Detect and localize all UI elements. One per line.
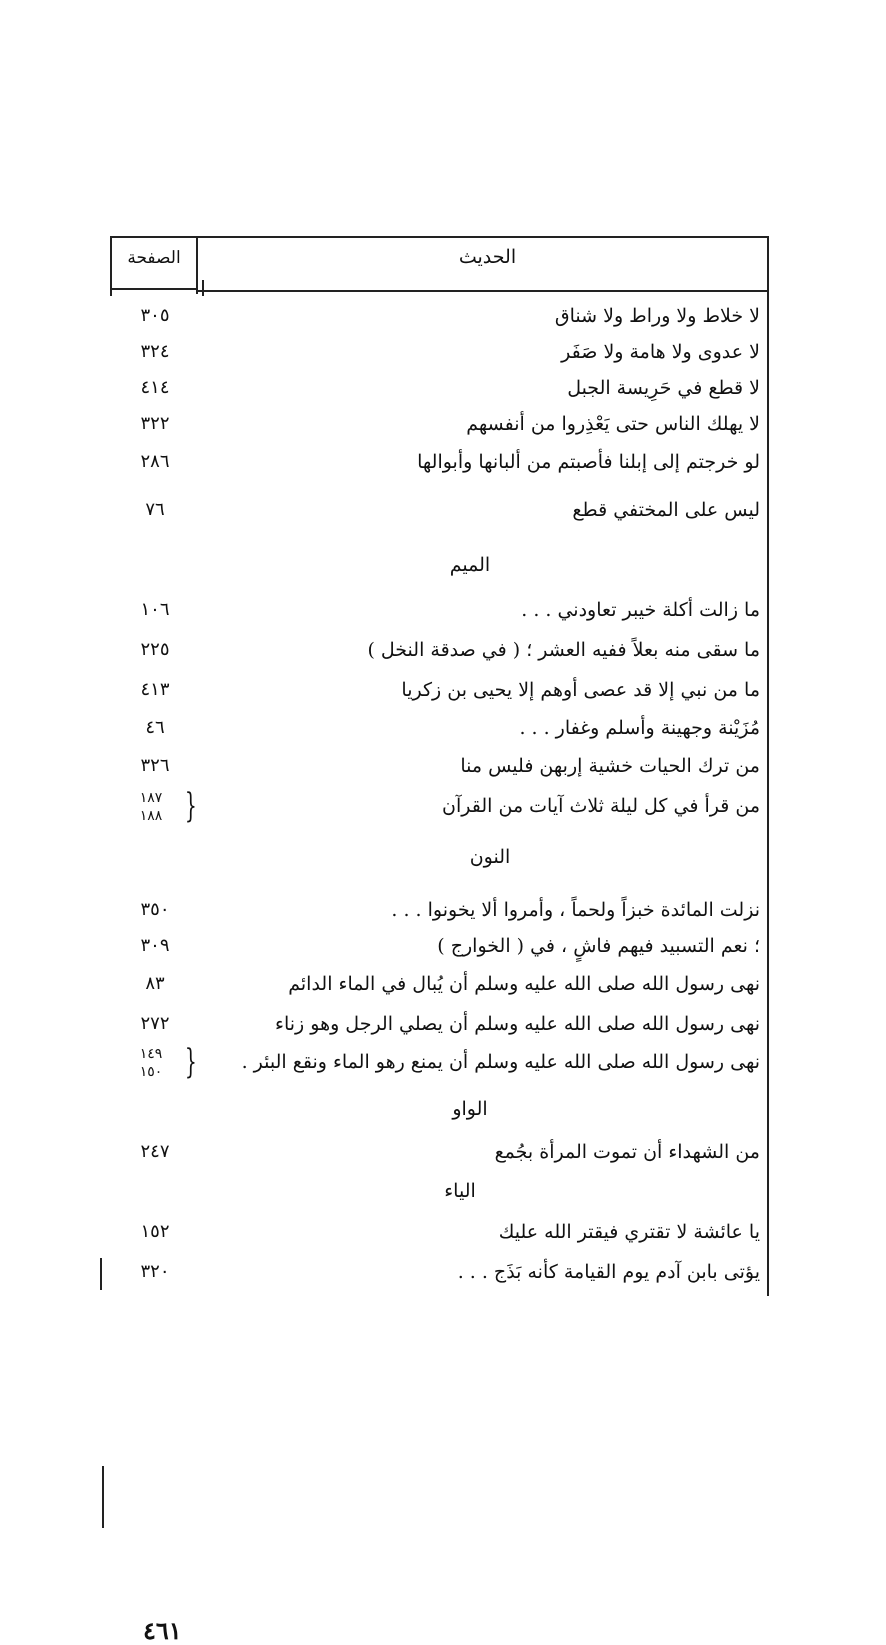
- page-number: ٤٦١: [143, 1616, 182, 1645]
- column-header-page: الصفحة: [127, 248, 181, 268]
- hadith-text: من الشهداء أن تموت المرأة بجُمع: [494, 1141, 760, 1163]
- hadith-text: نهى رسول الله صلى الله عليه وسلم أن يُبال في الماء الدائم: [288, 973, 760, 995]
- table-row: [110, 788, 770, 832]
- table-row: [110, 1006, 770, 1042]
- table-row: [110, 672, 770, 708]
- page-ref: ٣٢٠: [140, 1261, 170, 1282]
- index-table: [110, 236, 770, 1296]
- table-row: [110, 370, 770, 406]
- table-row: [110, 334, 770, 370]
- column-divider-2: [202, 280, 204, 296]
- page-ref: ١٤٩: [139, 1046, 163, 1062]
- hadith-text: لا قطع في حَرِيسة الجبل: [567, 377, 760, 399]
- page-ref: ٣٠٩: [140, 935, 170, 956]
- page-ref-2: ١٨٨: [139, 808, 163, 824]
- hadith-text: لا خلاط ولا وراط ولا شناق: [554, 305, 760, 327]
- section-heading-ya: الياء: [444, 1180, 476, 1202]
- page-ref: ٣٢٦: [140, 755, 170, 776]
- table-top-rule: [110, 236, 769, 238]
- table-row: [110, 1254, 770, 1290]
- section-heading-meem: الميم: [449, 554, 491, 576]
- hadith-text: نزلت المائدة خبزاً ولحماً ، وأمروا ألا يخونوا . . .: [391, 899, 760, 921]
- page-ref: ٣٢٢: [140, 413, 170, 434]
- hadith-text: لا عدوى ولا هامة ولا صَفَر: [561, 341, 760, 363]
- page-ref: ٤٦: [145, 717, 165, 738]
- hadith-text: ما زالت أكلة خيبر تعاودني . . .: [521, 599, 760, 621]
- brace-icon: }: [184, 786, 197, 826]
- table-row: [110, 444, 770, 480]
- table-row: [110, 632, 770, 668]
- header-rule: [198, 290, 769, 292]
- brace-icon: }: [184, 1042, 197, 1082]
- page-ref: ٣٥٠: [140, 899, 170, 920]
- hadith-text: يؤتى بابن آدم يوم القيامة كأنه بَذَج . . .: [457, 1261, 760, 1283]
- table-row: [110, 748, 770, 784]
- header-rule-page: [110, 288, 198, 290]
- hadith-text: ؛ نعم التسبيد فيهم فاشٍ ، في ( الخوارج ): [437, 935, 760, 957]
- table-row: [110, 492, 770, 528]
- page-ref-2: ١٥٠: [139, 1064, 163, 1080]
- hadith-text: لا يهلك الناس حتى يَعْذِروا من أنفسهم: [466, 413, 760, 435]
- page-ref: ١٨٧: [139, 790, 163, 806]
- hadith-text: نهى رسول الله صلى الله عليه وسلم أن يمنع رهو الماء ونقع البئر .: [241, 1051, 760, 1073]
- section-heading-waw: الواو: [452, 1098, 488, 1120]
- table-row: [110, 928, 770, 964]
- hadith-text: نهى رسول الله صلى الله عليه وسلم أن يصلي الرجل وهو زناء: [275, 1013, 760, 1035]
- table-row: [110, 1214, 770, 1250]
- page-ref: ٢٢٥: [140, 639, 170, 660]
- page-ref: ٨٣: [145, 973, 165, 994]
- page-ref: ٤١٤: [140, 377, 170, 398]
- hadith-text: ليس على المختفي قطع: [572, 499, 760, 521]
- hadith-text: من قرأ في كل ليلة ثلاث آيات من القرآن: [442, 795, 760, 817]
- page-ref: ٢٧٢: [140, 1013, 170, 1034]
- hadith-text: يا عائشة لا تقتري فيقتر الله عليك: [498, 1221, 760, 1243]
- hadith-text: ما من نبي إلا قد عصى أوهم إلا يحيى بن زكريا: [401, 679, 760, 701]
- column-header-hadith: الحديث: [458, 246, 517, 268]
- table-row: [110, 1134, 770, 1170]
- left-rule-bottom: [102, 1466, 104, 1528]
- hadith-text: ما سقى منه بعلاً ففيه العشر ؛ ( في صدقة النخل ): [367, 639, 760, 661]
- table-row: [110, 592, 770, 628]
- hadith-text: من ترك الحيات خشية إربهن فليس منا: [460, 755, 760, 777]
- page-ref: ١٠٦: [140, 599, 170, 620]
- hadith-text: مُزَيْنة وجهينة وأسلم وغفار . . .: [519, 717, 760, 739]
- page-ref: ٣٠٥: [140, 305, 170, 326]
- table-row: [110, 298, 770, 334]
- page-ref: ٧٦: [145, 499, 165, 520]
- table-row: [110, 1044, 770, 1088]
- page-ref: ٤١٣: [140, 679, 170, 700]
- page-ref: ٣٢٤: [140, 341, 170, 362]
- table-row: [110, 966, 770, 1002]
- section-heading-noon: النون: [469, 846, 511, 868]
- hadith-text: لو خرجتم إلى إبلنا فأصبتم من ألبانها وأبوالها: [417, 451, 760, 473]
- table-row: [110, 406, 770, 442]
- column-divider: [196, 236, 198, 294]
- table-row: [110, 892, 770, 928]
- bottom-left-rule: [100, 1258, 102, 1290]
- page-ref: ١٥٢: [140, 1221, 170, 1242]
- page-ref: ٢٨٦: [140, 451, 170, 472]
- page-ref: ٢٤٧: [140, 1141, 170, 1162]
- table-row: [110, 710, 770, 746]
